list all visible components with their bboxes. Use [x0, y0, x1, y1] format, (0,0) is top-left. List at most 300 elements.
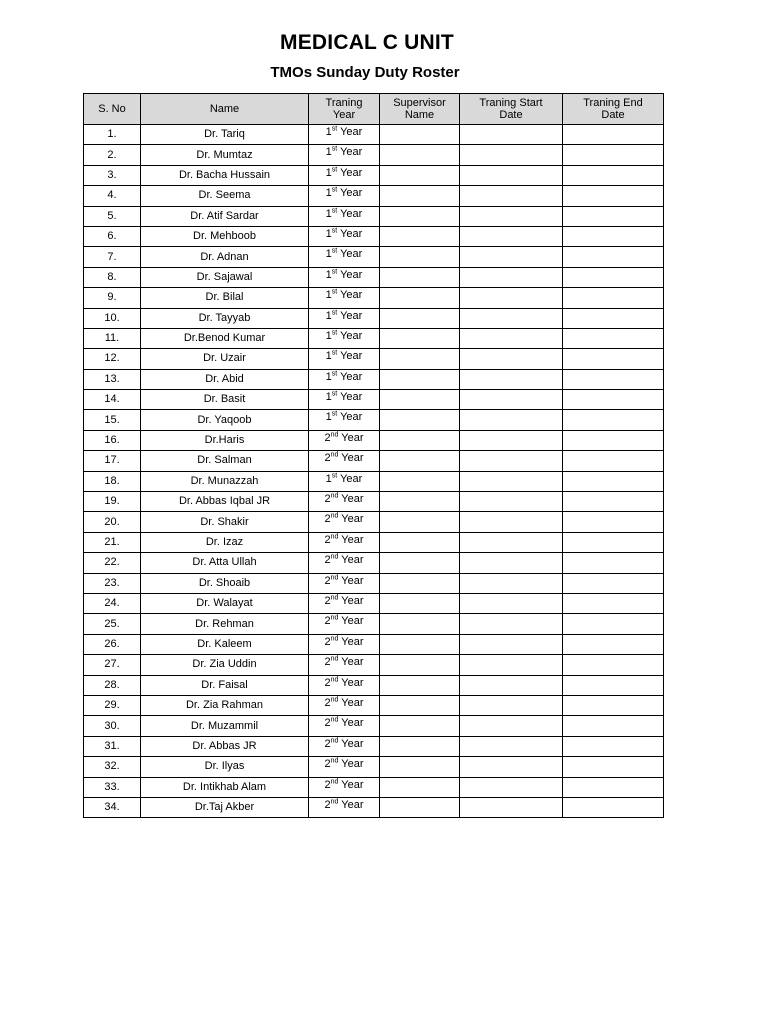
year-ordinal-suffix: nd	[330, 655, 339, 663]
cell-supervisor-name	[380, 675, 460, 695]
year-word: Year	[337, 268, 363, 281]
cell-training-year	[309, 593, 380, 613]
cell-training-year	[309, 492, 380, 512]
cell-supervisor-name	[380, 593, 460, 613]
cell-training-year	[309, 757, 380, 777]
table-row	[84, 573, 664, 593]
year-ordinal-suffix: nd	[330, 716, 339, 724]
header-supervisor-line1: Supervisor	[393, 97, 446, 109]
year-number: 2	[324, 717, 331, 730]
year-ordinal-suffix: nd	[330, 777, 339, 785]
cell-training-start-date	[460, 288, 563, 308]
cell-training-end-date	[563, 471, 664, 491]
cell-training-start-date	[460, 593, 563, 613]
cell-training-year	[309, 532, 380, 552]
year-ordinal-suffix: st	[331, 288, 338, 296]
year-number: 2	[324, 533, 331, 546]
cell-supervisor-name	[380, 328, 460, 348]
year-number: 2	[324, 758, 331, 771]
cell-training-start-date	[460, 553, 563, 573]
cell-training-year	[309, 471, 380, 491]
cell-training-year	[309, 695, 380, 715]
year-number: 1	[325, 227, 332, 240]
year-ordinal-suffix: nd	[330, 451, 339, 459]
cell-training-start-date	[460, 797, 563, 817]
year-ordinal-suffix: st	[331, 206, 338, 214]
cell-training-end-date	[563, 757, 664, 777]
cell-training-end-date	[563, 349, 664, 369]
year-number: 2	[324, 513, 331, 526]
year-word: Year	[338, 737, 364, 750]
cell-supervisor-name	[380, 349, 460, 369]
year-ordinal-suffix: st	[331, 247, 338, 255]
cell-name: Dr. Shakir	[141, 512, 309, 532]
year-ordinal-suffix: nd	[330, 675, 339, 683]
year-number: 1	[325, 309, 332, 322]
cell-name: Dr. Abbas JR	[141, 736, 309, 756]
cell-supervisor-name	[380, 614, 460, 634]
year-number: 2	[324, 554, 331, 567]
year-word: Year	[337, 166, 363, 179]
cell-training-end-date	[563, 410, 664, 430]
cell-name: Dr. Izaz	[141, 532, 309, 552]
cell-name: Dr. Sajawal	[141, 267, 309, 287]
table-row	[84, 532, 664, 552]
cell-training-year	[309, 573, 380, 593]
cell-training-start-date	[460, 451, 563, 471]
cell-name: Dr. Bacha Hussain	[141, 165, 309, 185]
cell-training-year	[309, 267, 380, 287]
cell-sno: 9.	[84, 288, 141, 308]
year-word: Year	[338, 513, 364, 526]
cell-name: Dr.Haris	[141, 430, 309, 450]
cell-supervisor-name	[380, 145, 460, 165]
cell-supervisor-name	[380, 532, 460, 552]
cell-training-end-date	[563, 369, 664, 389]
header-training-year-line2: Year	[332, 109, 356, 121]
cell-name: Dr. Abid	[141, 369, 309, 389]
cell-name: Dr.Taj Akber	[141, 797, 309, 817]
cell-supervisor-name	[380, 165, 460, 185]
cell-supervisor-name	[380, 573, 460, 593]
cell-training-start-date	[460, 349, 563, 369]
year-number: 2	[324, 696, 331, 709]
cell-supervisor-name	[380, 267, 460, 287]
table-row	[84, 553, 664, 573]
year-number: 1	[325, 391, 332, 404]
cell-sno: 26.	[84, 634, 141, 654]
table-row	[84, 186, 664, 206]
cell-sno: 4.	[84, 186, 141, 206]
header-training-year	[309, 94, 380, 125]
cell-name: Dr. Seema	[141, 186, 309, 206]
year-ordinal-suffix: nd	[330, 757, 339, 765]
cell-name: Dr. Uzair	[141, 349, 309, 369]
cell-name: Dr. Mehboob	[141, 226, 309, 246]
cell-sno: 14.	[84, 390, 141, 410]
table-row	[84, 125, 664, 145]
cell-supervisor-name	[380, 390, 460, 410]
year-word: Year	[338, 676, 364, 689]
year-number: 1	[325, 187, 332, 200]
table-row	[84, 247, 664, 267]
cell-name: Dr. Munazzah	[141, 471, 309, 491]
cell-training-end-date	[563, 797, 664, 817]
cell-supervisor-name	[380, 471, 460, 491]
cell-training-end-date	[563, 145, 664, 165]
cell-training-end-date	[563, 308, 664, 328]
year-word: Year	[337, 350, 363, 363]
cell-training-start-date	[460, 777, 563, 797]
cell-training-year	[309, 369, 380, 389]
year-ordinal-suffix: st	[331, 370, 338, 378]
year-ordinal-suffix: st	[331, 410, 338, 418]
cell-sno: 19.	[84, 492, 141, 512]
year-ordinal-suffix: nd	[330, 798, 339, 806]
header-training-year-line1: Traning	[325, 97, 363, 109]
cell-sno: 27.	[84, 655, 141, 675]
cell-supervisor-name	[380, 716, 460, 736]
year-word: Year	[338, 798, 364, 811]
year-ordinal-suffix: nd	[330, 614, 339, 622]
cell-training-start-date	[460, 736, 563, 756]
cell-training-start-date	[460, 430, 563, 450]
table-row	[84, 145, 664, 165]
cell-name: Dr. Atif Sardar	[141, 206, 309, 226]
cell-training-end-date	[563, 716, 664, 736]
cell-training-year	[309, 512, 380, 532]
cell-training-start-date	[460, 675, 563, 695]
cell-training-start-date	[460, 512, 563, 532]
table-row	[84, 675, 664, 695]
table-row	[84, 797, 664, 817]
year-number: 2	[324, 615, 331, 628]
year-number: 2	[324, 452, 331, 465]
cell-training-end-date	[563, 736, 664, 756]
cell-training-year	[309, 125, 380, 145]
cell-training-end-date	[563, 430, 664, 450]
year-word: Year	[337, 329, 363, 342]
cell-training-end-date	[563, 390, 664, 410]
cell-supervisor-name	[380, 451, 460, 471]
year-number: 1	[325, 146, 332, 159]
cell-training-start-date	[460, 573, 563, 593]
cell-training-year	[309, 226, 380, 246]
cell-training-end-date	[563, 777, 664, 797]
year-number: 2	[324, 594, 331, 607]
cell-supervisor-name	[380, 226, 460, 246]
year-word: Year	[338, 635, 364, 648]
year-ordinal-suffix: st	[331, 390, 338, 398]
year-ordinal-suffix: st	[331, 186, 338, 194]
cell-training-start-date	[460, 206, 563, 226]
year-ordinal-suffix: st	[331, 227, 338, 235]
year-word: Year	[337, 472, 363, 485]
cell-supervisor-name	[380, 797, 460, 817]
cell-training-start-date	[460, 308, 563, 328]
document-title: MEDICAL C UNIT	[280, 31, 454, 54]
cell-training-start-date	[460, 492, 563, 512]
cell-training-year	[309, 186, 380, 206]
cell-name: Dr. Bilal	[141, 288, 309, 308]
cell-training-start-date	[460, 186, 563, 206]
table-row	[84, 451, 664, 471]
cell-name: Dr. Kaleem	[141, 634, 309, 654]
cell-sno: 6.	[84, 226, 141, 246]
cell-name: Dr. Tariq	[141, 125, 309, 145]
cell-training-year	[309, 716, 380, 736]
cell-sno: 32.	[84, 757, 141, 777]
cell-supervisor-name	[380, 186, 460, 206]
cell-training-year	[309, 655, 380, 675]
cell-supervisor-name	[380, 410, 460, 430]
cell-sno: 28.	[84, 675, 141, 695]
cell-sno: 13.	[84, 369, 141, 389]
cell-sno: 23.	[84, 573, 141, 593]
header-name: Name	[141, 94, 309, 125]
table-row	[84, 206, 664, 226]
cell-training-year	[309, 288, 380, 308]
year-number: 2	[324, 676, 331, 689]
year-number: 1	[325, 126, 332, 138]
cell-supervisor-name	[380, 288, 460, 308]
year-word: Year	[338, 493, 364, 506]
year-word: Year	[338, 554, 364, 567]
year-word: Year	[338, 594, 364, 607]
year-number: 1	[325, 268, 332, 281]
cell-sno: 3.	[84, 165, 141, 185]
table-row	[84, 267, 664, 287]
cell-training-start-date	[460, 757, 563, 777]
cell-training-end-date	[563, 247, 664, 267]
year-word: Year	[338, 758, 364, 771]
cell-sno: 21.	[84, 532, 141, 552]
table-row	[84, 471, 664, 491]
year-number: 1	[325, 207, 332, 220]
cell-training-start-date	[460, 369, 563, 389]
cell-supervisor-name	[380, 655, 460, 675]
year-word: Year	[337, 227, 363, 240]
table-row	[84, 226, 664, 246]
duty-roster-table	[83, 93, 664, 818]
document-subtitle: TMOs Sunday Duty Roster	[270, 64, 460, 81]
year-number: 2	[324, 574, 331, 587]
cell-training-start-date	[460, 328, 563, 348]
cell-training-start-date	[460, 614, 563, 634]
year-ordinal-suffix: st	[331, 329, 338, 337]
table-row	[84, 328, 664, 348]
table-row	[84, 777, 664, 797]
year-number: 1	[325, 472, 332, 485]
cell-sno: 8.	[84, 267, 141, 287]
year-word: Year	[338, 431, 364, 444]
cell-training-year	[309, 390, 380, 410]
table-row	[84, 492, 664, 512]
cell-name: Dr. Ilyas	[141, 757, 309, 777]
year-word: Year	[338, 656, 364, 669]
cell-sno: 30.	[84, 716, 141, 736]
year-word: Year	[337, 370, 363, 383]
year-number: 2	[324, 737, 331, 750]
year-ordinal-suffix: st	[331, 268, 338, 276]
year-number: 1	[325, 289, 332, 302]
table-row	[84, 655, 664, 675]
header-start-line2: Date	[499, 109, 523, 121]
cell-training-year	[309, 451, 380, 471]
table-row	[84, 512, 664, 532]
year-ordinal-suffix: st	[331, 349, 338, 357]
year-number: 2	[324, 431, 331, 444]
cell-sno: 1.	[84, 125, 141, 145]
year-ordinal-suffix: st	[331, 145, 338, 153]
year-word: Year	[337, 289, 363, 302]
cell-training-year	[309, 675, 380, 695]
year-ordinal-suffix: nd	[330, 431, 339, 439]
table-row	[84, 369, 664, 389]
header-training-end-date	[563, 94, 664, 125]
year-word: Year	[338, 533, 364, 546]
cell-training-year	[309, 736, 380, 756]
year-number: 1	[325, 329, 332, 342]
cell-training-start-date	[460, 125, 563, 145]
cell-training-start-date	[460, 390, 563, 410]
table-row	[84, 634, 664, 654]
cell-supervisor-name	[380, 553, 460, 573]
cell-training-end-date	[563, 695, 664, 715]
cell-training-start-date	[460, 267, 563, 287]
cell-supervisor-name	[380, 777, 460, 797]
cell-supervisor-name	[380, 125, 460, 145]
table-row	[84, 736, 664, 756]
cell-training-year	[309, 430, 380, 450]
year-word: Year	[337, 146, 363, 159]
cell-name: Dr. Muzammil	[141, 716, 309, 736]
year-number: 2	[324, 778, 331, 791]
year-word: Year	[337, 126, 363, 138]
cell-training-end-date	[563, 553, 664, 573]
header-training-start-date	[460, 94, 563, 125]
table-row	[84, 165, 664, 185]
year-ordinal-suffix: nd	[330, 492, 339, 500]
year-number: 2	[324, 493, 331, 506]
year-word: Year	[337, 187, 363, 200]
cell-name: Dr. Basit	[141, 390, 309, 410]
cell-training-start-date	[460, 532, 563, 552]
cell-training-end-date	[563, 267, 664, 287]
cell-supervisor-name	[380, 736, 460, 756]
table-body	[84, 125, 664, 818]
cell-name: Dr. Faisal	[141, 675, 309, 695]
year-number: 1	[325, 411, 332, 424]
cell-sno: 25.	[84, 614, 141, 634]
cell-training-end-date	[563, 655, 664, 675]
cell-training-end-date	[563, 288, 664, 308]
cell-training-year	[309, 165, 380, 185]
cell-training-year	[309, 410, 380, 430]
year-ordinal-suffix: nd	[330, 533, 339, 541]
year-ordinal-suffix: st	[331, 471, 338, 479]
cell-training-end-date	[563, 186, 664, 206]
table-row	[84, 308, 664, 328]
table-row	[84, 349, 664, 369]
cell-training-end-date	[563, 614, 664, 634]
cell-name: Dr. Tayyab	[141, 308, 309, 328]
cell-name: Dr. Atta Ullah	[141, 553, 309, 573]
cell-sno: 2.	[84, 145, 141, 165]
cell-sno: 34.	[84, 797, 141, 817]
year-ordinal-suffix: nd	[330, 594, 339, 602]
cell-sno: 17.	[84, 451, 141, 471]
cell-sno: 15.	[84, 410, 141, 430]
cell-sno: 5.	[84, 206, 141, 226]
header-supervisor-name	[380, 94, 460, 125]
year-ordinal-suffix: st	[331, 308, 338, 316]
cell-training-end-date	[563, 125, 664, 145]
year-ordinal-suffix: nd	[330, 512, 339, 520]
cell-sno: 24.	[84, 593, 141, 613]
cell-supervisor-name	[380, 512, 460, 532]
cell-name: Dr. Intikhab Alam	[141, 777, 309, 797]
year-word: Year	[337, 391, 363, 404]
cell-training-year	[309, 777, 380, 797]
cell-training-year	[309, 145, 380, 165]
cell-training-start-date	[460, 471, 563, 491]
cell-training-year	[309, 634, 380, 654]
table-row	[84, 288, 664, 308]
table-row	[84, 430, 664, 450]
year-ordinal-suffix: nd	[330, 553, 339, 561]
table-header-row	[84, 94, 664, 125]
cell-training-start-date	[460, 634, 563, 654]
year-word: Year	[337, 411, 363, 424]
cell-sno: 20.	[84, 512, 141, 532]
cell-training-end-date	[563, 532, 664, 552]
cell-sno: 22.	[84, 553, 141, 573]
cell-training-end-date	[563, 512, 664, 532]
cell-name: Dr. Rehman	[141, 614, 309, 634]
table-row	[84, 410, 664, 430]
year-ordinal-suffix: st	[331, 166, 338, 174]
cell-training-end-date	[563, 328, 664, 348]
header-sno: S. No	[84, 94, 141, 125]
cell-training-start-date	[460, 655, 563, 675]
cell-supervisor-name	[380, 634, 460, 654]
year-number: 1	[325, 166, 332, 179]
cell-supervisor-name	[380, 369, 460, 389]
year-word: Year	[337, 248, 363, 261]
cell-training-start-date	[460, 247, 563, 267]
cell-training-start-date	[460, 410, 563, 430]
year-word: Year	[338, 717, 364, 730]
cell-sno: 31.	[84, 736, 141, 756]
cell-name: Dr.Benod Kumar	[141, 328, 309, 348]
table-row	[84, 695, 664, 715]
cell-supervisor-name	[380, 247, 460, 267]
year-number: 1	[325, 370, 332, 383]
cell-training-year	[309, 308, 380, 328]
year-word: Year	[338, 696, 364, 709]
cell-supervisor-name	[380, 492, 460, 512]
cell-training-start-date	[460, 145, 563, 165]
cell-training-end-date	[563, 634, 664, 654]
cell-name: Dr. Salman	[141, 451, 309, 471]
cell-name: Dr. Adnan	[141, 247, 309, 267]
table-row	[84, 614, 664, 634]
cell-name: Dr. Zia Rahman	[141, 695, 309, 715]
header-start-line1: Traning Start	[479, 97, 543, 109]
cell-name: Dr. Abbas Iqbal JR	[141, 492, 309, 512]
cell-sno: 16.	[84, 430, 141, 450]
